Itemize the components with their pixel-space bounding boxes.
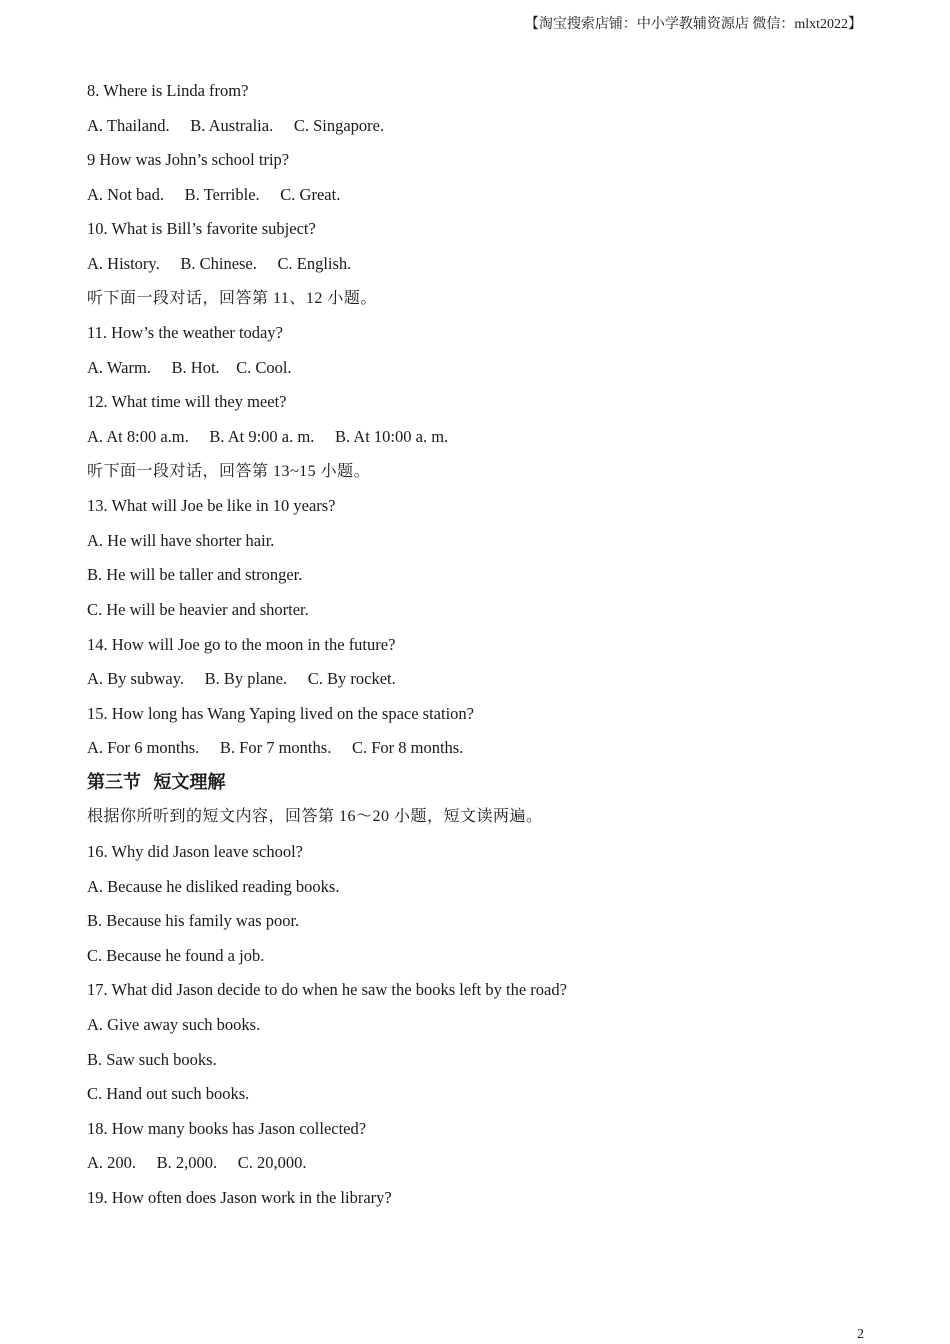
options-11: A. Warm. B. Hot. C. Cool. xyxy=(87,357,292,377)
page-number: 2 xyxy=(857,1327,864,1342)
instruction-11-12: 听下面一段对话，回答第 11、12 小题。 xyxy=(87,289,377,307)
instruction-16-20: 根据你所听到的短文内容，回答第 16～20 小题，短文读两遍。 xyxy=(87,808,543,826)
options-14: A. By subway. B. By plane. C. By rocket. xyxy=(87,669,396,689)
option-16c: C. Because he found a job. xyxy=(87,945,265,965)
question-12: 12. What time will they meet? xyxy=(87,392,287,412)
options-10: A. History. B. Chinese. C. English. xyxy=(87,253,352,273)
question-18: 18. How many books has Jason collected? xyxy=(87,1118,367,1138)
document-body xyxy=(87,74,867,1216)
question-8: 8. Where is Linda from? xyxy=(87,81,249,100)
question-11: 11. How’s the weather today? xyxy=(87,323,283,343)
option-16a: A. Because he disliked reading books. xyxy=(87,876,340,896)
question-16: 16. Why did Jason leave school? xyxy=(87,842,303,862)
question-15: 15. How long has Wang Yaping lived on the space station? xyxy=(87,703,474,723)
question-10: 10. What is Bill’s favorite subject? xyxy=(87,219,316,239)
option-17c: C. Hand out such books. xyxy=(87,1084,250,1104)
option-17a: A. Give away such books. xyxy=(87,1015,261,1035)
instruction-13-15: 听下面一段对话，回答第 13~15 小题。 xyxy=(87,462,371,480)
section-heading: 第三节 短文理解 xyxy=(87,771,226,793)
option-13a: A. He will have shorter hair. xyxy=(87,530,275,550)
question-19: 19. How often does Jason work in the library? xyxy=(87,1188,392,1207)
options-12: A. At 8:00 a.m. B. At 9:00 a. m. B. At 10:00 a. m. xyxy=(87,426,449,446)
option-16b: B. Because his family was poor. xyxy=(87,911,300,931)
option-13c: C. He will be heavier and shorter. xyxy=(87,599,309,619)
option-13b: B. He will be taller and stronger. xyxy=(87,565,303,585)
options-8: A. Thailand. B. Australia. C. Singapore. xyxy=(87,115,385,135)
options-9: A. Not bad. B. Terrible. C. Great. xyxy=(87,184,341,204)
question-17: 17. What did Jason decide to do when he saw the books left by the road? xyxy=(87,980,567,1000)
option-17b: B. Saw such books. xyxy=(87,1049,217,1069)
options-15: A. For 6 months. B. For 7 months. C. For 8 months. xyxy=(87,738,464,758)
options-18: A. 200. B. 2,000. C. 20,000. xyxy=(87,1153,307,1173)
page-header: 【淘宝搜索店铺：中小学教辅资源店 微信：mlxt2022】 xyxy=(524,17,862,32)
question-14: 14. How will Joe go to the moon in the future? xyxy=(87,634,396,654)
question-13: 13. What will Joe be like in 10 years? xyxy=(87,496,336,516)
question-9: 9 How was John’s school trip? xyxy=(87,150,290,170)
